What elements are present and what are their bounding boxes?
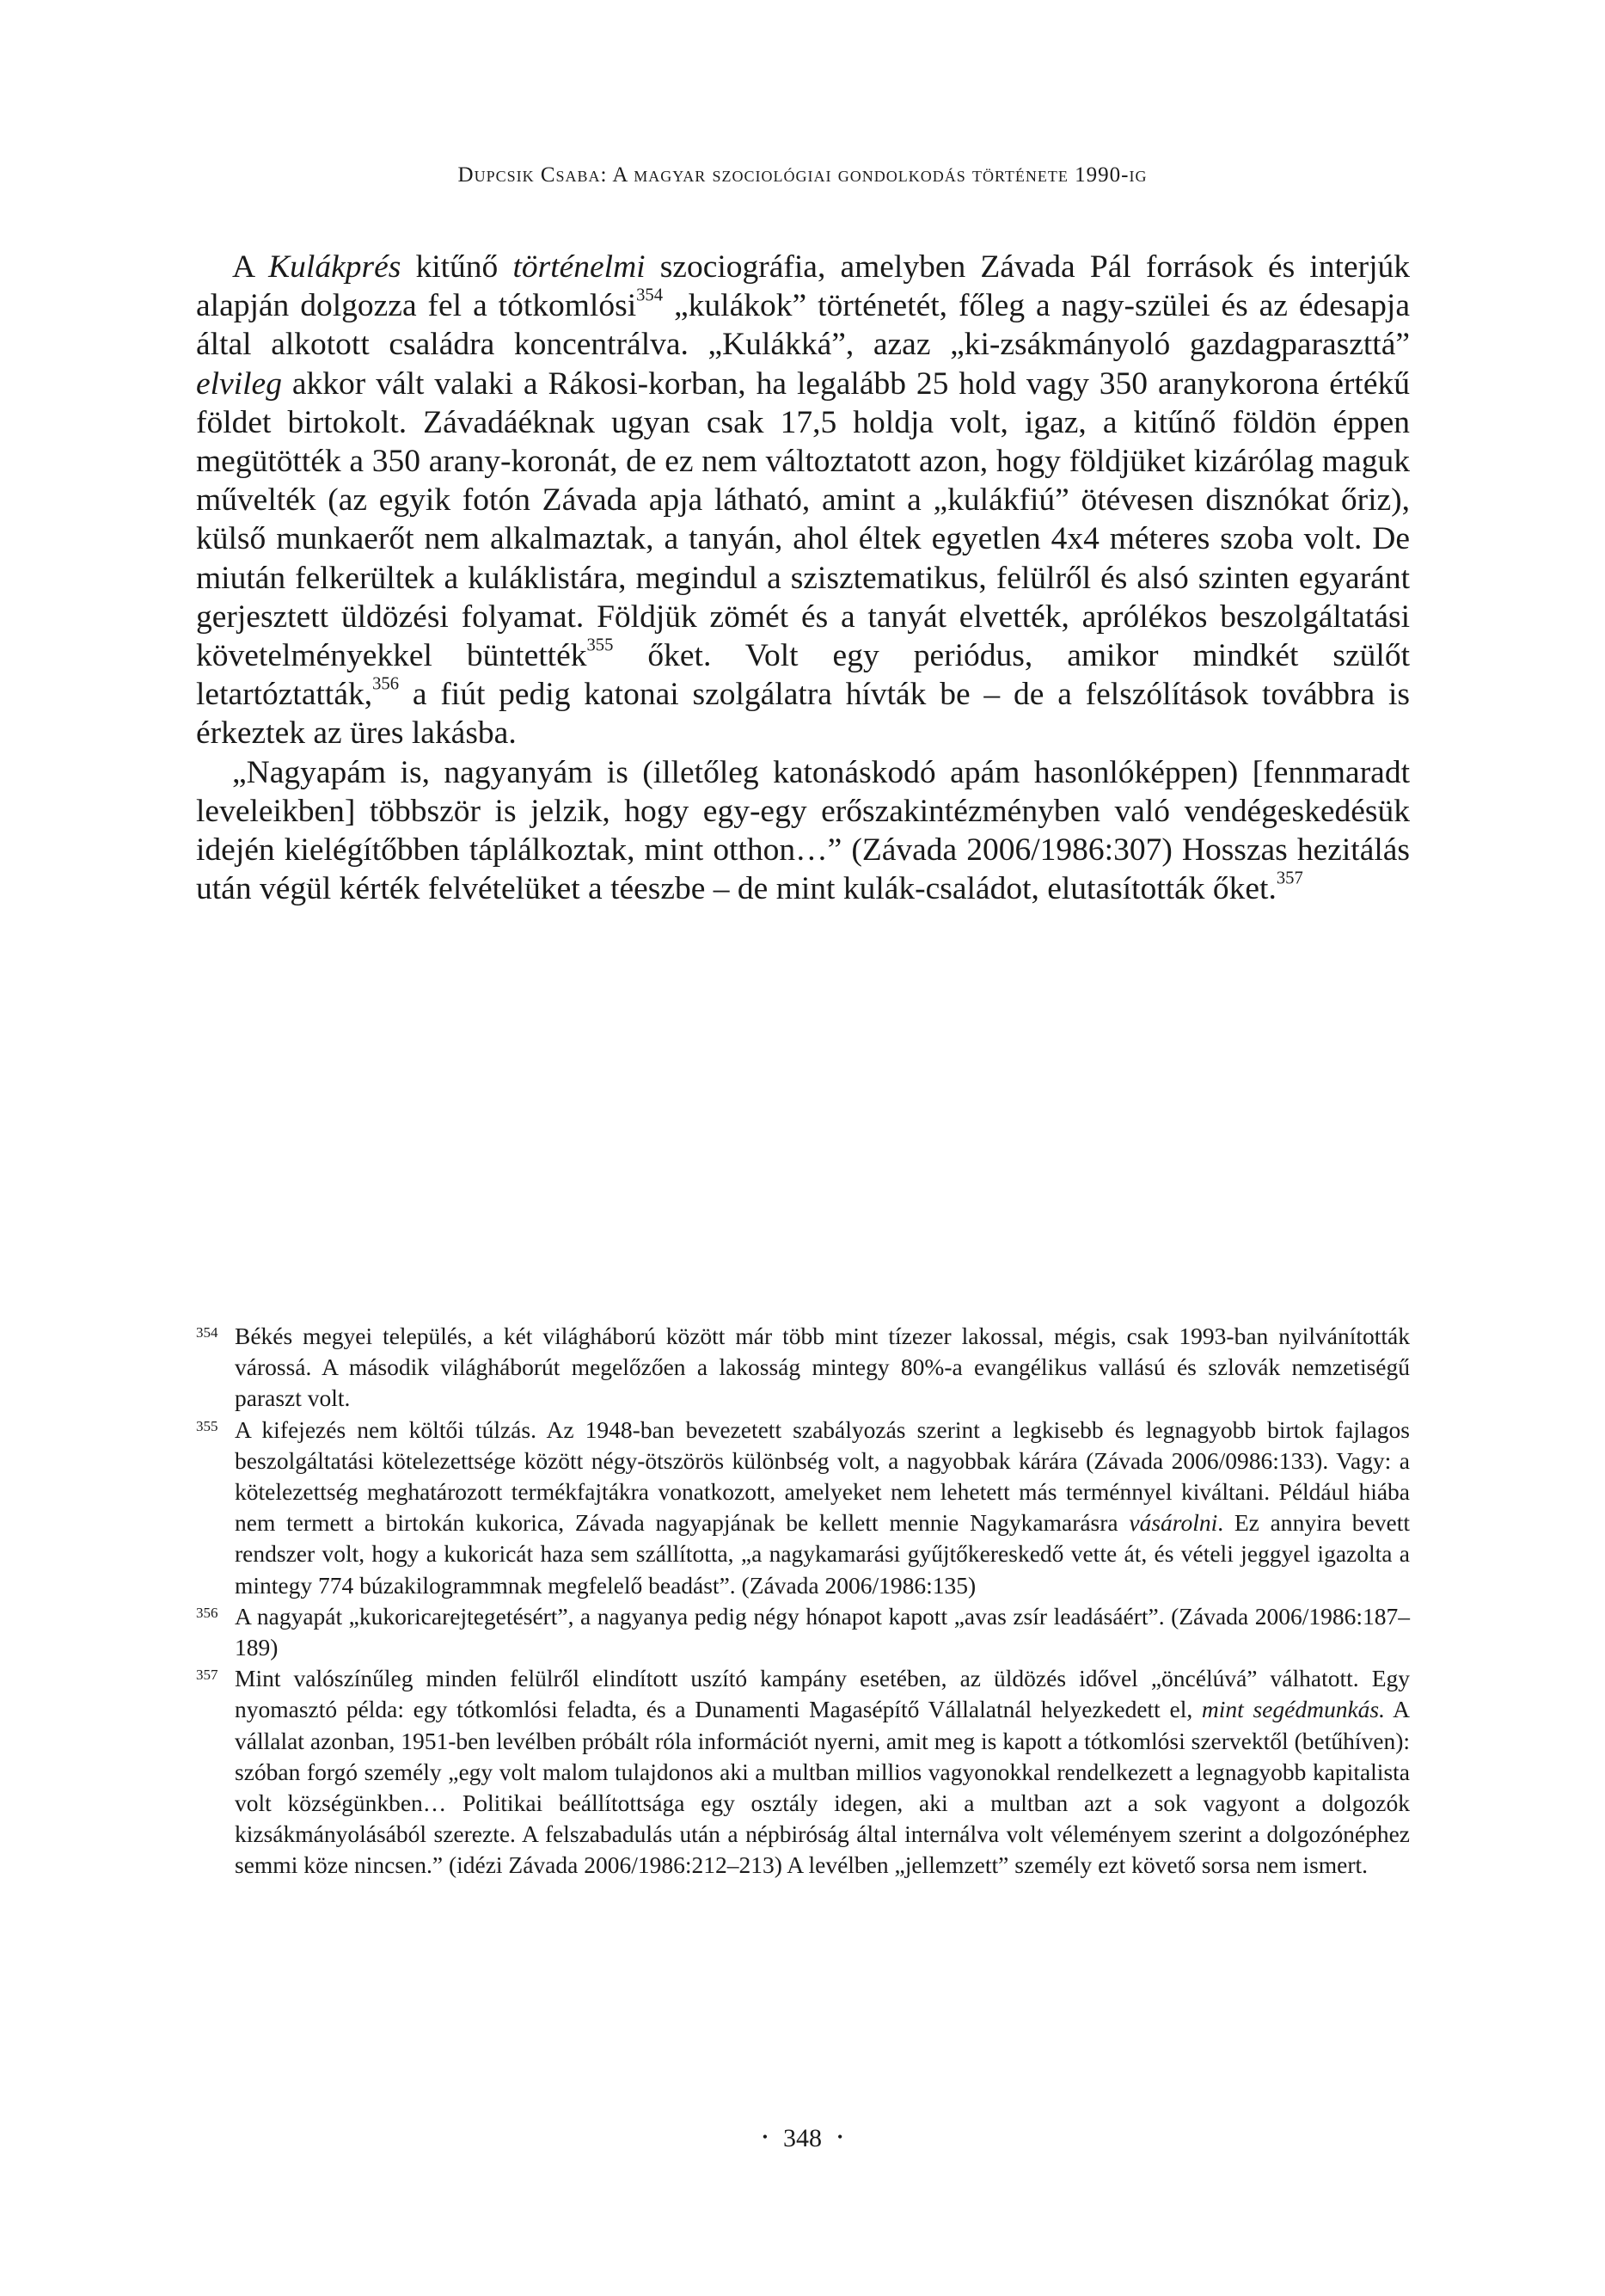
footnote-number: 355 — [196, 1417, 218, 1434]
text-run: A vállalat azonban, 1951-ben levélben próbált róla információt nyerni, amit meg is kapott a tótkomlósi szervektől (betűhíven): szóban forgó személy „egy volt malom tulajdonos aki a multban millios vagyonokkal rendelkezett a legnagyobb kapitalista volt községünkben… Politikai beállítottsága egy osztály idegen, aki a multban azt a sok vagyont a dolgozók kizsákmányolásából szerezte. A felszabadulás után a népbiróság által internálva volt véleményem szerint a dolgozónéphez semmi köze nincsen.” (idézi Závada 2006/1986:212–213) A levélben „jellemzett” személy ezt követő sorsa nem ismert. — [235, 1696, 1411, 1879]
text-run: kitűnő — [401, 249, 513, 285]
footnote — [196, 1415, 1410, 1601]
paragraph — [196, 753, 1410, 909]
main-text — [196, 248, 1410, 908]
italic-text: vásárolni — [1129, 1509, 1218, 1537]
footnote-number: 354 — [196, 1324, 218, 1341]
running-head: Dupcsik Csaba: A magyar szociológiai gondolkodás története 1990-ig — [457, 163, 1148, 187]
footnote-number: 357 — [196, 1667, 218, 1684]
footnote-reference[interactable]: 357 — [1276, 869, 1303, 888]
text-run: „Nagyapám is, nagyanyám is (illetőleg katonáskodó apám hasonlóképpen) [fennmaradt leveleikben] többször is jelzik, hogy egy-egy erőszakintézményben való vendégeskedésük idején kielégítőbben táplálkoztak, mint otthon…” (Závada 2006/1986:307) Hosszas hezitálás után végül kérték felvételüket a téeszbe – de mint kulák-családot, elutasították őket. — [196, 754, 1410, 907]
text-run: A kifejezés nem költői túlzás. Az 1948-ban bevezetett szabályozás szerint a legkisebb és legnagyobb birtok fajlagos beszolgáltatási kötelezettsége között négy-ötszörös különbség volt, a nagyobbak kárára (Závada 2006/0986:133). Vagy: a kötelezettség meghatározott termékfajtákra vonatkozott, amelyeket nem lehetett más terménnyel kiváltani. Például hiába nem termett a birtokán kukorica, Závada nagyapjának be kellett mennie Nagykamarásra — [235, 1415, 1410, 1537]
text-run: „kulákok” történetét, főleg a nagy-szülei és az édesapja által alkotott családra koncentrálva. „Kulákká”, azaz „ki-zsákmányoló gazdagparaszttá” — [196, 288, 1410, 363]
footnote — [196, 1321, 1410, 1415]
footnote-text — [235, 1603, 1410, 1661]
text-run: Mint valószínűleg minden felülről elindított uszító kampány esetében, az üldözés idővel „öncélúvá” válhatott. Egy nyomasztó példa: egy tótkomlósi feladta, és a Dunamenti Magasépítő Vállalatnál helyezkedett el, — [235, 1665, 1410, 1723]
footnote-text — [235, 1416, 1410, 1599]
footnotes — [196, 1321, 1410, 1882]
paragraph — [196, 248, 1410, 753]
text-run: A — [232, 249, 269, 285]
footnote — [196, 1601, 1410, 1663]
italic-text: Kulákprés — [268, 249, 401, 285]
page-number-value: 348 — [783, 2124, 822, 2152]
text-run: A nagyapát „kukoricarejtegetésért”, a nagyanya pedig négy hónapot kapott „avas zsír leadásáért”. (Závada 2006/1986:187–189) — [235, 1602, 1410, 1661]
footnote-number: 356 — [196, 1604, 218, 1621]
footnote-text — [235, 1323, 1410, 1411]
bullet-ornament-right: • — [837, 2128, 843, 2146]
text-run: őket. Volt egy periódus, amikor mindkét szülőt letartóztatták, — [196, 638, 1410, 713]
italic-text: történelmi — [512, 249, 646, 285]
text-run: szociográfia, amelyben Závada Pál források és interjúk alapján dolgozza fel a tótkomlósi — [196, 249, 1410, 324]
footnote-text — [235, 1665, 1410, 1878]
text-run: Békés megyei település, a két világháború között már több mint tízezer lakossal, mégis, csak 1993-ban nyilvánították várossá. A második világháborút megelőzően a lakosság mintegy 80%-a evangélikus vallású és szlovák nemzetiségű paraszt volt. — [235, 1323, 1410, 1412]
footnote-reference[interactable]: 356 — [372, 674, 400, 694]
footnote-reference[interactable]: 355 — [586, 635, 614, 655]
text-run: akkor vált valaki a Rákosi-korban, ha legalább 25 hold vagy 350 aranykorona értékű földet birtokolt. Závadáéknak ugyan csak 17,5 holdja volt, igaz, a kitűnő földön éppen megütötték a 350 arany-koronát, de ez nem változtatott azon, hogy földjüket kizárólag maguk művelték (az egyik fotón Závada apja látható, amint a „kulákfiú” ötévesen disznókat őriz), külső munkaerőt nem alkalmaztak, a tanyán, ahol éltek egyetlen 4x4 méteres szoba volt. De miután felkerültek a kuláklistára, megindul a szisztematikus, felülről és alsó szinten egyaránt gerjesztett üldözési folyamat. Földjük zömét és a tanyát elvették, aprólékos beszolgáltatási követelményekkel büntették — [196, 365, 1410, 674]
italic-text: mint segédmunkás. — [1201, 1696, 1385, 1723]
text-run: . Ez annyira bevett rendszer volt, hogy a kukoricát haza sem szállította, „a nagykamarási gyűjtőkereskedő vette át, és vételi jeggyel igazolta a mintegy 774 búzakilogrammnak megfelelő beadást”. (Závada 2006/1986:135) — [235, 1509, 1411, 1599]
bullet-ornament-left: • — [762, 2128, 768, 2146]
italic-text: elvileg — [196, 365, 282, 402]
footnote — [196, 1663, 1410, 1881]
page-number — [0, 2124, 1605, 2153]
footnote-reference[interactable]: 354 — [636, 285, 664, 305]
text-run: a fiút pedig katonai szolgálatra hívták be – de a felszólítások továbbra is érkeztek az üres lakásba. — [196, 677, 1410, 752]
